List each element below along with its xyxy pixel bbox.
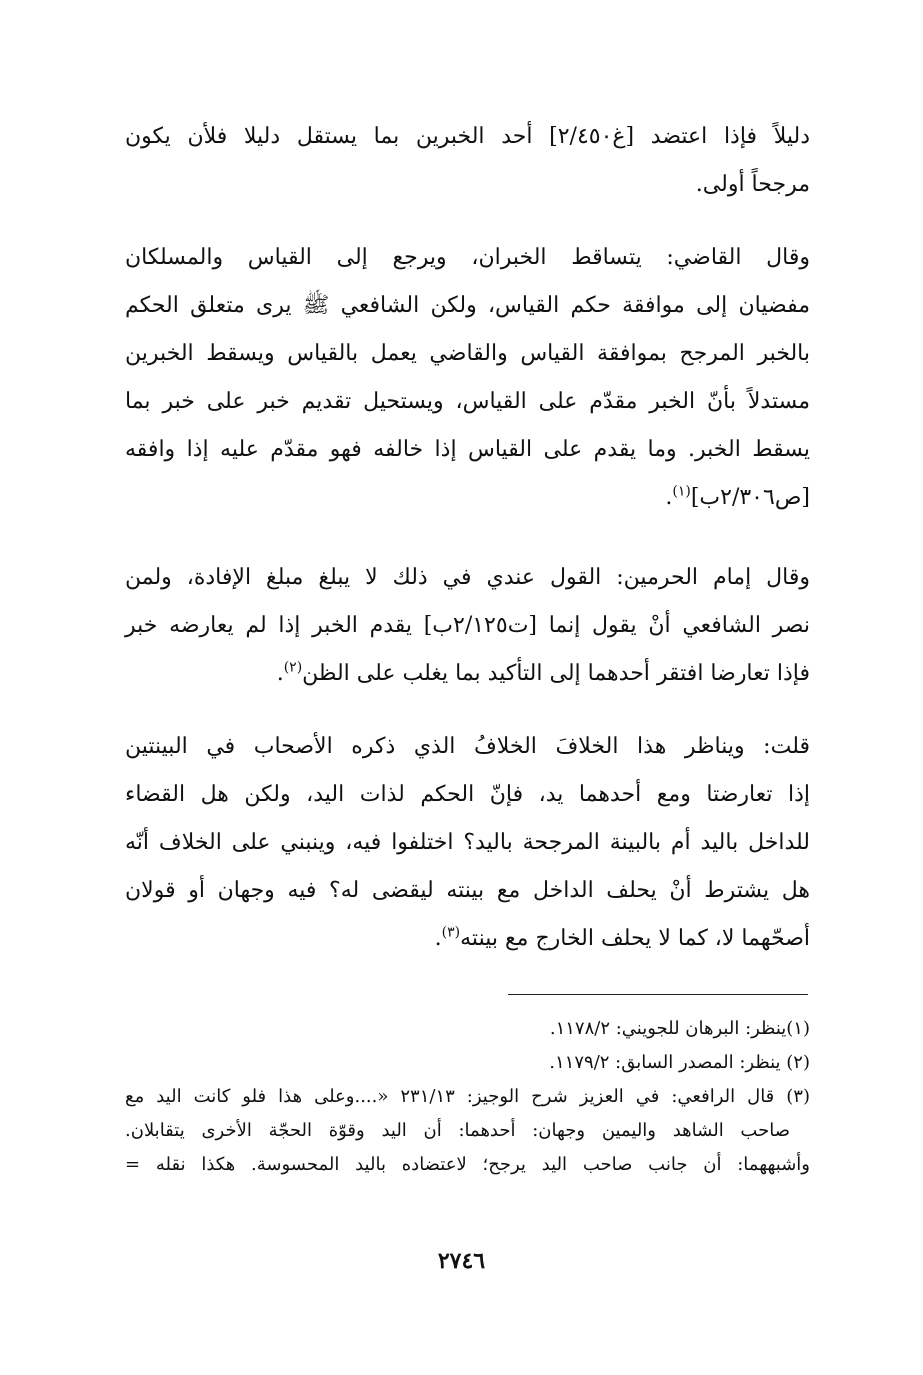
text-line: دليلاً فإذا اعتضد [غ٢/٤٥٠] أحد الخبرين بما يستقل دليلا فلأن يكون — [125, 124, 810, 149]
page-number: ٢٧٤٦ — [437, 1248, 486, 1274]
footnote-1: (١)ينظر: البرهان للجويني: ١١٧٨/٢. — [549, 1018, 810, 1039]
paragraph-1 — [125, 113, 810, 209]
paragraph-2 — [125, 234, 810, 522]
line-text: فإذا تعارضا افتقر أحدهما إلى التأكيد بما يغلب على الظن — [302, 661, 810, 686]
line-text: أصحّهما لا، كما لا يحلف الخارج مع بينته — [460, 926, 810, 951]
footnote-marker: (٢) — [283, 659, 303, 676]
text-line: إذا تعارضتا ومع أحدهما يد، فإنّ الحكم لذات اليد، ولكن هل القضاء — [125, 782, 810, 807]
text-line: قلت: ويناظر هذا الخلافَ الخلافُ الذي ذكره الأصحاب في البينتين — [125, 734, 810, 759]
footnote-2: (٢) ينظر: المصدر السابق: ١١٧٩/٢. — [549, 1052, 810, 1073]
text-line: [ص٢/٣٠٦ب]$^{(١)}$. — [665, 483, 810, 510]
text-line: فإذا تعارضا افتقر أحدهما إلى التأكيد بما يغلب على الظن$^{(٢)}$. — [276, 659, 810, 686]
footnote-3-continuation: صاحب الشاهد واليمين وجهان: أحدهما: أن اليد وقوّة الحجّة الأخرى يتقابلان. — [125, 1120, 790, 1141]
text-line: هل يشترط أنْ يحلف الداخل مع بينته ليقضى له؟ فيه وجهان أو قولان — [125, 878, 810, 903]
paragraph-4 — [125, 723, 810, 963]
footnotes — [125, 1012, 810, 1182]
footnote-3: (٣) قال الرافعي: في العزيز شرح الوجيز: ٢٣١/١٣ «....وعلى هذا فلو كانت اليد مع — [125, 1086, 810, 1107]
text-line: أصحّهما لا، كما لا يحلف الخارج مع بينته$^{(٣)}$. — [434, 924, 810, 951]
manuscript-ref: [ص٢/٣٠٦ب] — [690, 485, 810, 510]
footnote-marker: (١) — [672, 483, 691, 500]
paragraph-3 — [125, 554, 810, 698]
footnote-3-continuation: وأشبههما: أن جانب صاحب اليد يرجح؛ لاعتضاده باليد المحسوسة. هكذا نقله = — [125, 1154, 810, 1175]
text-line: يسقط الخبر. وما يقدم على القياس إذا خالفه فهو مقدّم عليه إذا وافقه — [125, 437, 810, 462]
text-line: نصر الشافعي أنْ يقول إنما [ت٢/١٢٥ب] يقدم الخبر إذا لم يعارضه خبر — [125, 613, 810, 638]
text-line: للداخل باليد أم بالبينة المرجحة باليد؟ اختلفوا فيه، وينبني على الخلاف أنّه — [125, 830, 810, 855]
text-line: مفضيان إلى موافقة حكم القياس، ولكن الشافعي ﷺ يرى متعلق الحكم — [125, 293, 810, 318]
text-line: مستدلاً بأنّ الخبر مقدّم على القياس، ويستحيل تقديم خبر على خبر بما — [125, 389, 810, 414]
text-line: وقال القاضي: يتساقط الخبران، ويرجع إلى القياس والمسلكان — [125, 245, 810, 270]
footnote-marker: (٣) — [441, 924, 461, 941]
text-line: مرجحاً أولى. — [695, 172, 810, 197]
text-line: بالخبر المرجح بموافقة القياس والقاضي يعمل بالقياس ويسقط الخبرين — [125, 341, 810, 366]
footnote-separator — [508, 994, 808, 995]
text-line: وقال إمام الحرمين: القول عندي في ذلك لا يبلغ مبلغ الإفادة، ولمن — [125, 565, 810, 590]
